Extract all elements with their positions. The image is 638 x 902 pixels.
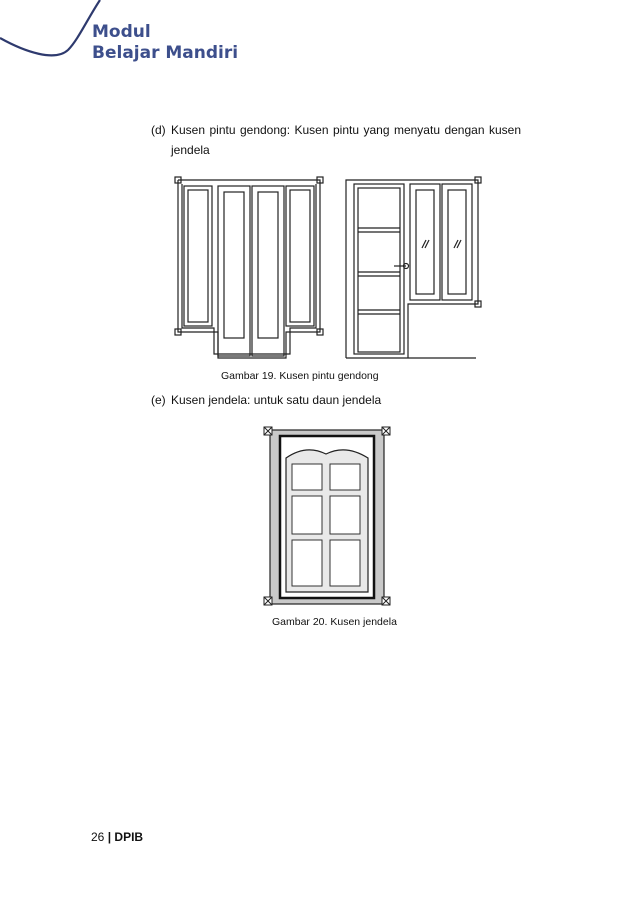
section-d-marker: (d)	[151, 123, 166, 137]
figure-20-caption: Gambar 20. Kusen jendela	[272, 616, 397, 628]
section-d-line-1: Kusen pintu gendong: Kusen pintu yang menyatu dengan kusen	[171, 123, 521, 137]
page-number: 26	[91, 830, 105, 844]
section-d-line-2: jendela	[171, 143, 210, 157]
brand-line-1: Modul	[92, 22, 151, 42]
section-e-marker: (e)	[151, 393, 166, 407]
page-footer	[91, 830, 143, 844]
footer-label: DPIB	[114, 830, 144, 844]
figure-19-drawing	[170, 174, 490, 360]
door-window-frame-drawing-right	[346, 177, 481, 358]
section-e-text: Kusen jendela: untuk satu daun jendela	[171, 393, 382, 407]
window-frame-drawing	[264, 427, 390, 605]
figure-19-caption: Gambar 19. Kusen pintu gendong	[221, 370, 379, 382]
brand-line-2: Belajar Mandiri	[92, 43, 239, 63]
figure-20-drawing	[260, 424, 394, 610]
footer-separator: |	[107, 830, 112, 844]
door-window-frame-drawing-left	[175, 177, 323, 358]
section-d-paragraph	[151, 120, 521, 160]
section-e-paragraph	[151, 390, 521, 410]
module-brand	[92, 22, 238, 64]
